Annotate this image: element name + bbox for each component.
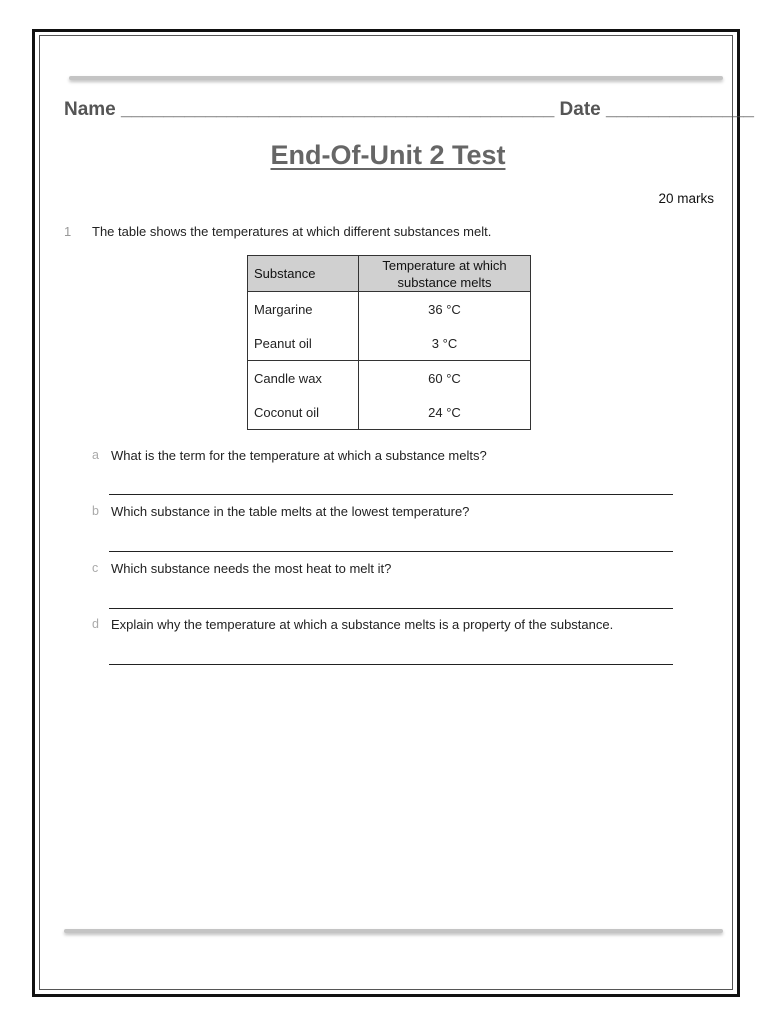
cell-substance: Candle wax <box>248 361 359 396</box>
name-date-line: Name _________________________________________ Date ______________ <box>64 99 754 120</box>
part-letter-d: d <box>92 617 99 631</box>
answer-line-c[interactable] <box>109 608 673 609</box>
part-text-b: Which substance in the table melts at the lowest temperature? <box>111 504 470 519</box>
table-row <box>248 326 531 361</box>
table-row <box>248 395 531 430</box>
answer-line-a[interactable] <box>109 494 673 495</box>
cell-substance: Coconut oil <box>248 395 359 430</box>
question-number: 1 <box>64 224 72 239</box>
footer-rule <box>64 929 723 933</box>
page-title: End-Of-Unit 2 Test <box>270 140 506 170</box>
part-text-a: What is the term for the temperature at which a substance melts? <box>111 448 487 463</box>
cell-substance: Margarine <box>248 292 359 327</box>
cell-temperature: 60 °C <box>359 361 531 396</box>
part-text-d: Explain why the temperature at which a substance melts is a property of the substance. <box>111 617 614 632</box>
table-row <box>248 292 531 327</box>
melting-point-table <box>247 255 531 430</box>
cell-temperature: 36 °C <box>359 292 531 327</box>
table-header-row <box>248 256 531 292</box>
part-letter-c: c <box>92 561 99 575</box>
cell-temperature: 24 °C <box>359 395 531 430</box>
column-header-temperature: Temperature at which substance melts <box>359 256 531 292</box>
part-letter-a: a <box>92 448 99 462</box>
total-marks: 20 marks <box>658 191 714 206</box>
part-text-c: Which substance needs the most heat to melt it? <box>111 561 392 576</box>
answer-line-b[interactable] <box>109 551 673 552</box>
column-header-substance: Substance <box>248 256 359 292</box>
cell-substance: Peanut oil <box>248 326 359 361</box>
part-letter-b: b <box>92 504 99 518</box>
question-text: The table shows the temperatures at which different substances melt. <box>92 224 492 239</box>
header-rule <box>69 76 723 80</box>
table-row <box>248 361 531 396</box>
answer-line-d[interactable] <box>109 664 673 665</box>
cell-temperature: 3 °C <box>359 326 531 361</box>
